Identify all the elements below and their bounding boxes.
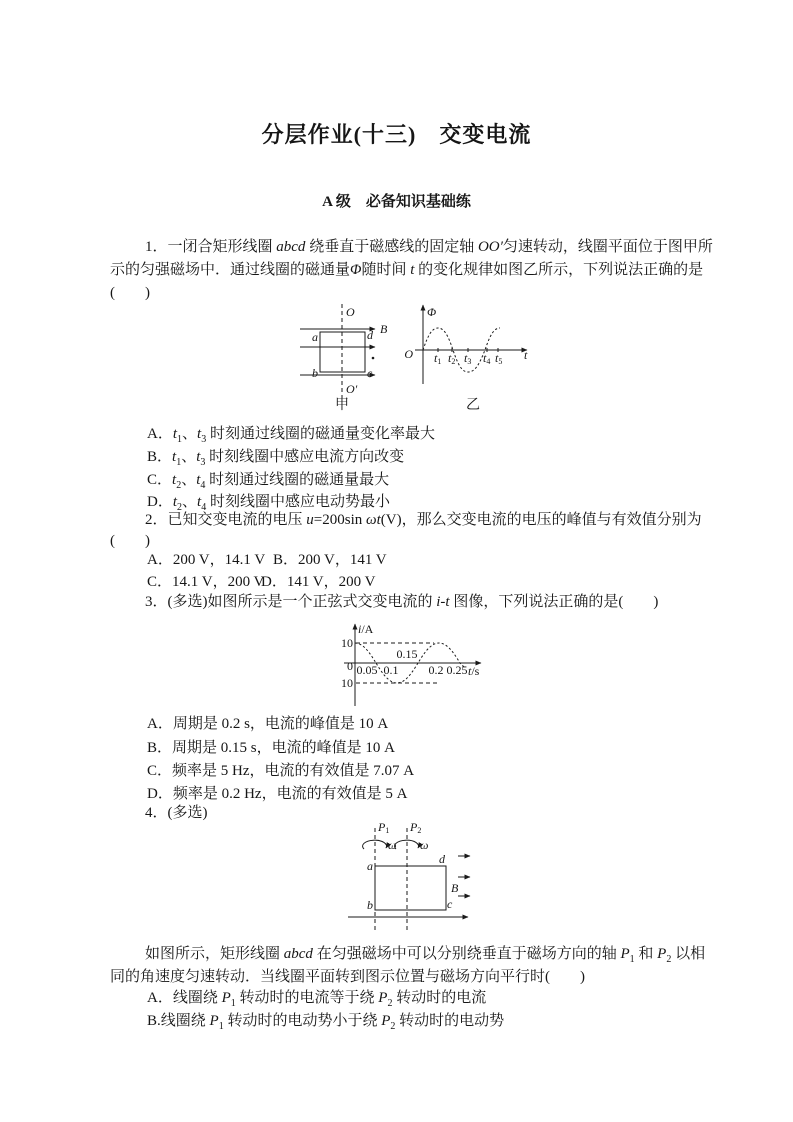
omega-label-2: ω (420, 838, 429, 852)
corner-a-label: a (367, 859, 373, 873)
dot-mark (372, 357, 375, 360)
q1-stem-line1: 1．一闭合矩形线圈 abcd 绕垂直于磁感线的固定轴 OO′匀速转动，线圈平面位于图甲所 (145, 239, 713, 255)
q2-option-d: D．141 V，200 V (261, 574, 376, 590)
q2-option-a: A．200 V，14.1 V (147, 552, 266, 568)
tick-label-t5: t5 (495, 351, 503, 366)
xtick-01: 0.1 (383, 663, 399, 677)
corner-a-label: a (312, 330, 318, 344)
q3-option-c: C．频率是 5 Hz，电流的有效值是 7.07 A (147, 763, 415, 779)
corner-b-label: b (312, 366, 318, 380)
b-field-label: B (451, 881, 459, 895)
q4-figure (338, 816, 523, 946)
q4-option-a: A．线圈绕 $P_1$ 转动时的电流等于绕 $P_2$ 转动时的电流 (147, 990, 487, 1009)
worksheet-title: 分层作业(十三) 交变电流 (261, 122, 532, 147)
tick-label-t2: t2 (448, 351, 456, 366)
tick-label-t1: t1 (434, 351, 442, 366)
coil-abcd (375, 866, 446, 910)
q1-figure (280, 296, 535, 416)
q2-option-b: B．200 V，141 V (273, 552, 387, 568)
q3-option-a: A．周期是 0.2 s，电流的峰值是 10 A (147, 716, 389, 732)
corner-b-label: b (367, 898, 373, 912)
b-field-label: B (380, 322, 388, 336)
ylabel-minus10: 10 (341, 676, 353, 690)
ylabel-plus10: 10 (341, 636, 353, 650)
q2-option-c: C．14.1 V，200 V (147, 574, 265, 590)
xtick-025: 0.25 (446, 663, 468, 677)
axis-o-label: O (346, 305, 355, 319)
q1-option-d: D．$t_2$、$t_4$ 时刻线圈中感应电动势最小 (147, 494, 390, 513)
q2-answer-blank: ( ) (110, 533, 150, 549)
q4-stem-line2: 同的角速度匀速转动．当线圈平面转到图示位置与磁场方向平行时( ) (110, 969, 585, 985)
origin-label: O (404, 347, 413, 361)
q4-option-b: B.线圈绕 $P_1$ 转动时的电动势小于绕 $P_2$ 转动时的电动势 (147, 1013, 505, 1032)
ylabel-zero: 0 (347, 659, 353, 673)
phi-axis-label: Φ (427, 305, 437, 319)
corner-c-label: c (447, 897, 453, 911)
tick-label-t4: t4 (483, 351, 491, 366)
q1-option-c: C．$t_2$、$t_4$ 时刻通过线圈的磁通量最大 (147, 472, 390, 491)
q1-answer-blank: ( ) (110, 285, 150, 301)
t-axis-label: t (524, 348, 528, 362)
q3-option-b: B．周期是 0.15 s，电流的峰值是 10 A (147, 740, 395, 756)
corner-d-label: d (367, 328, 373, 342)
q3-stem: 3．(多选)如图所示是一个正弦式交变电流的 i-t 图像，下列说法正确的是( ) (145, 594, 659, 610)
p2-axis-label: P2 (410, 820, 422, 835)
fig-jia-caption: 甲 (335, 398, 349, 413)
xtick-015: 0.15 (396, 647, 418, 661)
section-heading: A 级 必备知识基础练 (322, 194, 471, 210)
q4-stem-line1: 如图所示，矩形线圈 abcd 在匀强磁场中可以分别绕垂直于磁场方向的轴 $P_1$ 和 $P_2$ 以相 (145, 946, 706, 965)
q1-option-a: A．$t_1$、$t_3$ 时刻通过线圈的磁通量变化率最大 (147, 426, 435, 445)
corner-d-label: d (439, 852, 445, 866)
coil-abcd (320, 332, 365, 372)
p1-axis-label: P1 (378, 820, 390, 835)
tick-label-t3: t3 (464, 351, 472, 366)
xtick-02: 0.2 (428, 663, 444, 677)
corner-c-label: c (367, 366, 373, 380)
q2-stem: 2．已知交变电流的电压 u=200sin ωt(V)，那么交变电流的电压的峰值与有效值分别为 (145, 512, 702, 528)
q4-label: 4．(多选) (145, 805, 208, 821)
q3-option-d: D．频率是 0.2 Hz，电流的有效值是 5 A (147, 786, 408, 802)
t-axis-label: t/s (468, 664, 480, 678)
omega-label-1: ω (388, 838, 397, 852)
fig-yi-caption: 乙 (466, 398, 480, 413)
axis-o-prime-label: O′ (346, 382, 358, 396)
q1-stem-line2: 示的匀强磁场中．通过线圈的磁通量Φ随时间 t 的变化规律如图乙所示，下列说法正确的是 (110, 262, 704, 278)
q3-current-graph (336, 620, 526, 710)
i-axis-label: i/A (358, 622, 374, 636)
xtick-005: 0.05 (356, 663, 378, 677)
q1-option-b: B．$t_1$、$t_3$ 时刻线圈中感应电流方向改变 (147, 449, 405, 468)
